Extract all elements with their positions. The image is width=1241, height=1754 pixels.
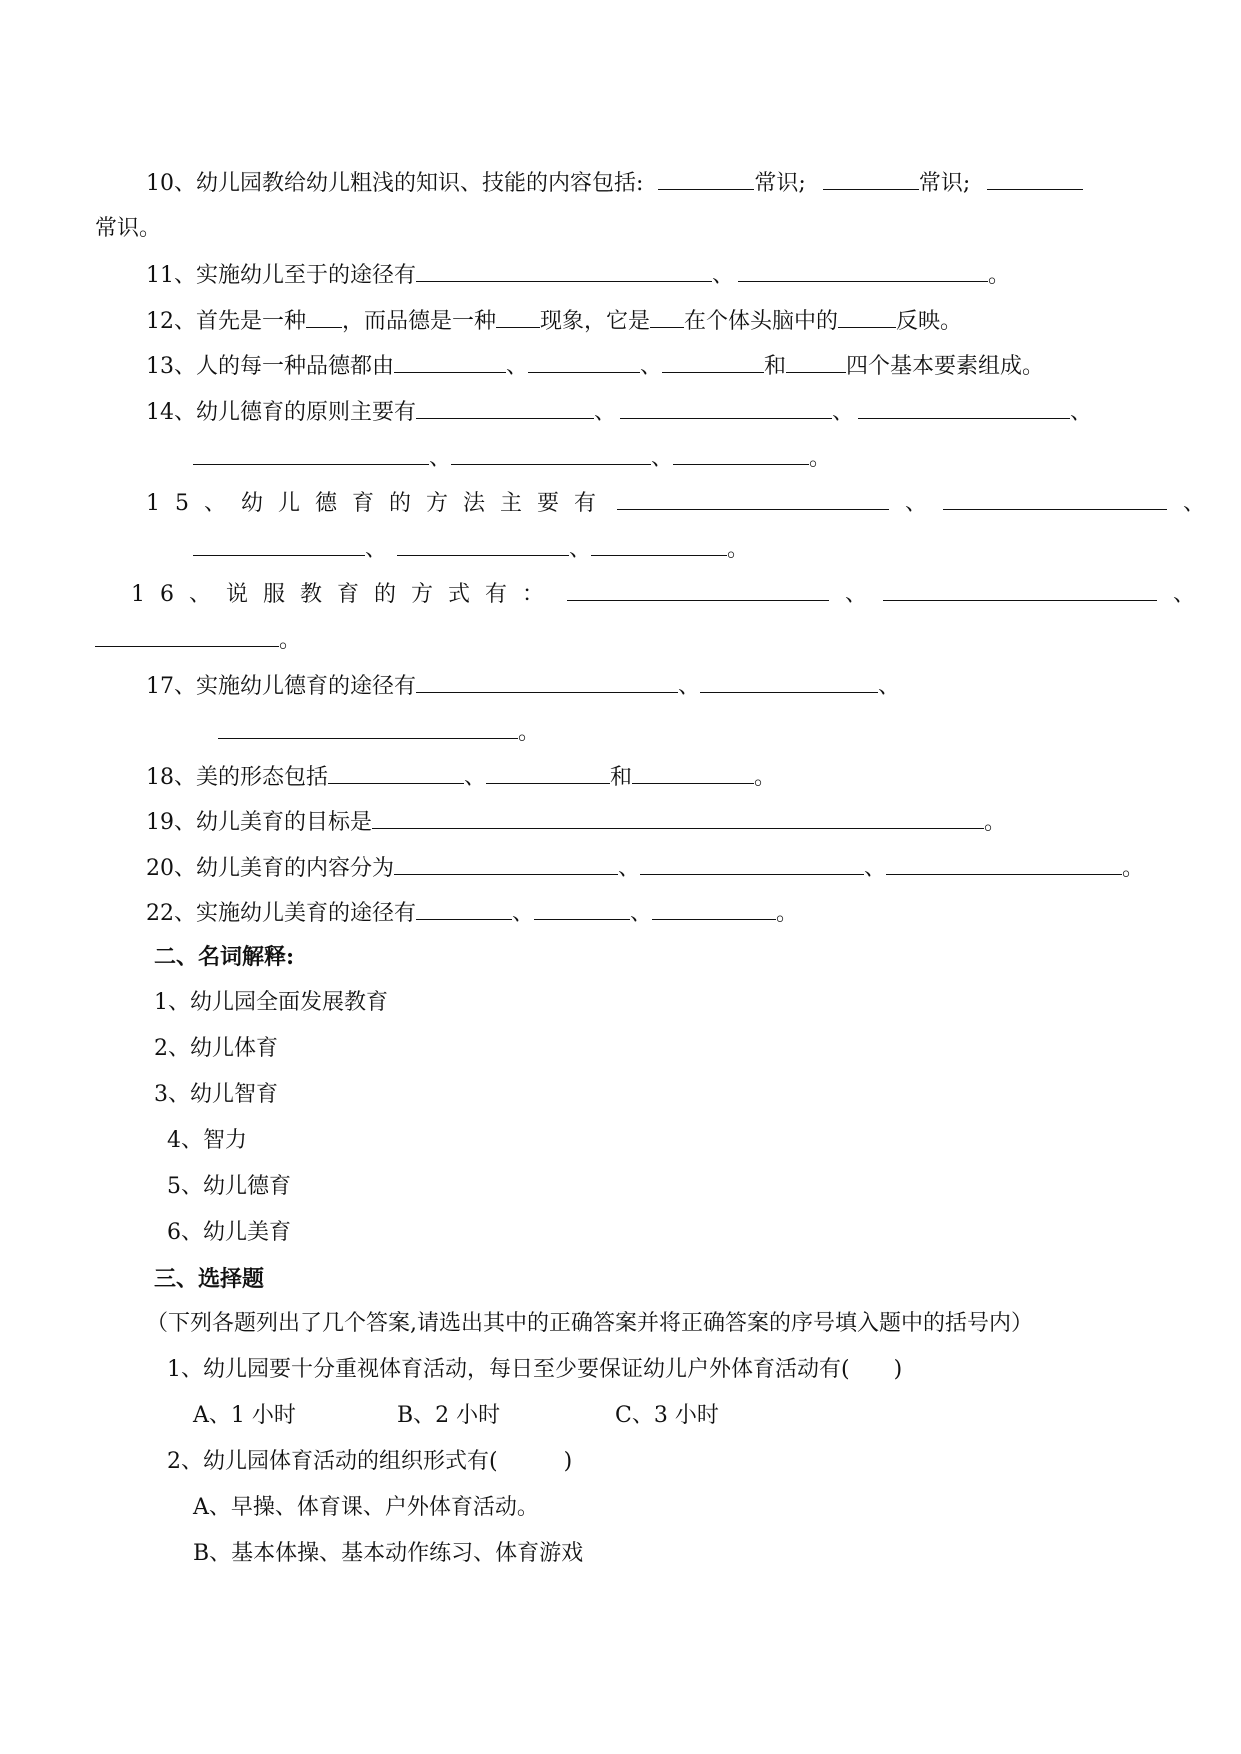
question-14-cont	[193, 442, 831, 472]
answer-blank[interactable]	[416, 670, 678, 693]
answer-blank[interactable]	[451, 442, 651, 465]
question-12	[146, 305, 962, 335]
question-19	[146, 806, 1006, 836]
question-14-text: 、	[429, 446, 452, 471]
question-16-text: 16、说服教育的方式有：	[131, 582, 559, 607]
answer-blank[interactable]	[823, 167, 919, 190]
mc-question-1: 1、幼儿园要十分重视体育活动，每日至少要保证幼儿户外体育活动有( )	[167, 1357, 903, 1382]
answer-blank[interactable]	[416, 396, 594, 419]
answer-blank[interactable]	[650, 305, 684, 328]
question-18-text: 和	[610, 765, 633, 790]
answer-blank[interactable]	[886, 852, 1122, 875]
answer-blank[interactable]	[394, 852, 618, 875]
mc-option[interactable]: C、3 小时	[615, 1403, 719, 1428]
term-item: 2、幼儿体育	[154, 1036, 278, 1061]
question-16	[131, 578, 1195, 608]
question-17-cont	[218, 716, 540, 746]
answer-blank[interactable]	[617, 487, 889, 510]
question-11-text: 11、实施幼儿至于的途径有	[146, 263, 416, 288]
answer-blank[interactable]	[700, 670, 878, 693]
answer-blank[interactable]	[193, 442, 429, 465]
mc-option[interactable]: B、基本体操、基本动作练习、体育游戏	[193, 1541, 584, 1566]
answer-blank[interactable]	[632, 761, 754, 784]
mc-question-2: 2、幼儿园体育活动的组织形式有( )	[167, 1449, 573, 1474]
question-10	[146, 167, 1083, 197]
answer-blank[interactable]	[528, 350, 640, 373]
question-14-text: 。	[809, 446, 832, 471]
question-12-text: 反映。	[896, 309, 963, 334]
answer-blank[interactable]	[738, 259, 988, 282]
answer-blank[interactable]	[640, 852, 864, 875]
answer-blank[interactable]	[486, 761, 610, 784]
question-11-text: 、	[712, 263, 735, 288]
question-19-text: 。	[984, 810, 1007, 835]
answer-blank[interactable]	[838, 305, 896, 328]
section-3-instruction: （下列各题列出了几个答案,请选出其中的正确答案并将正确答案的序号填入题中的括号内）	[146, 1311, 1033, 1336]
question-13-text: 和	[764, 354, 787, 379]
question-17-text: 、	[678, 674, 701, 699]
answer-blank[interactable]	[786, 350, 846, 373]
question-22-text: 、	[630, 901, 653, 926]
answer-blank[interactable]	[372, 806, 984, 829]
answer-blank[interactable]	[397, 533, 569, 556]
question-19-text: 19、幼儿美育的目标是	[146, 810, 372, 835]
question-18-text: 18、美的形态包括	[146, 765, 328, 790]
question-20-text: 。	[1122, 856, 1145, 881]
question-12-text: 12、首先是一种	[146, 309, 306, 334]
mc-option[interactable]: A、早操、体育课、户外体育活动。	[193, 1495, 539, 1520]
question-18-text: 、	[464, 765, 487, 790]
question-22-text: 。	[776, 901, 799, 926]
answer-blank[interactable]	[218, 716, 518, 739]
question-14-text: 、	[832, 400, 855, 425]
question-20-text: 、	[864, 856, 887, 881]
question-22-text: 22、实施幼儿美育的途径有	[146, 901, 416, 926]
answer-blank[interactable]	[591, 533, 727, 556]
question-13	[146, 350, 1044, 380]
answer-blank[interactable]	[306, 305, 342, 328]
question-15-text: 、	[365, 537, 388, 562]
question-15-text: 15、幼儿德育的方法主要有	[146, 491, 611, 516]
question-15	[146, 487, 1205, 517]
answer-blank[interactable]	[567, 578, 829, 601]
question-12-text: 在个体头脑中的	[684, 309, 839, 334]
question-22-text: 、	[512, 901, 535, 926]
section-3-heading: 三、选择题	[154, 1266, 265, 1292]
term-item: 4、智力	[167, 1128, 247, 1153]
answer-blank[interactable]	[883, 578, 1157, 601]
mc-option[interactable]: B、2 小时	[397, 1403, 501, 1428]
answer-blank[interactable]	[673, 442, 809, 465]
question-20-text: 、	[618, 856, 641, 881]
answer-blank[interactable]	[652, 897, 776, 920]
section-2-heading: 二、名词解释:	[154, 944, 295, 970]
term-item: 6、幼儿美育	[167, 1220, 291, 1245]
answer-blank[interactable]	[534, 897, 630, 920]
question-13-text: 、	[506, 354, 529, 379]
question-12-text: ，而品德是一种	[342, 309, 497, 334]
term-item: 3、幼儿智育	[154, 1082, 278, 1107]
answer-blank[interactable]	[416, 897, 512, 920]
question-15-text: 、	[569, 537, 592, 562]
answer-blank[interactable]	[193, 533, 365, 556]
question-20-text: 20、幼儿美育的内容分为	[146, 856, 394, 881]
question-16-cont	[95, 624, 301, 654]
question-18	[146, 761, 776, 791]
answer-blank[interactable]	[987, 167, 1083, 190]
answer-blank[interactable]	[943, 487, 1167, 510]
question-13-text: 四个基本要素组成。	[846, 354, 1045, 379]
question-14-text: 、	[651, 446, 674, 471]
answer-blank[interactable]	[496, 305, 540, 328]
question-10-cont	[95, 214, 161, 244]
question-10-text: 常识;	[918, 171, 971, 196]
question-17-text: 、	[878, 674, 901, 699]
answer-blank[interactable]	[662, 350, 764, 373]
question-17	[146, 670, 900, 700]
question-16-text: 、	[845, 582, 868, 607]
question-15-text: 。	[727, 537, 750, 562]
question-11-text: 。	[988, 263, 1011, 288]
question-11	[146, 259, 1010, 289]
term-item: 5、幼儿德育	[167, 1174, 291, 1199]
question-14-text: 、	[594, 400, 617, 425]
answer-blank[interactable]	[328, 761, 464, 784]
question-17-text: 17、实施幼儿德育的途径有	[146, 674, 416, 699]
question-12-text: 现象，它是	[540, 309, 651, 334]
question-20	[146, 852, 1144, 882]
question-14-text: 14、幼儿德育的原则主要有	[146, 400, 416, 425]
question-15-text: 、	[905, 491, 928, 516]
question-22	[146, 897, 798, 927]
answer-blank[interactable]	[858, 396, 1070, 419]
answer-blank[interactable]	[95, 624, 279, 647]
answer-blank[interactable]	[620, 396, 832, 419]
term-item: 1、幼儿园全面发展教育	[154, 990, 388, 1015]
mc-option[interactable]: A、1 小时	[193, 1403, 296, 1428]
answer-blank[interactable]	[658, 167, 754, 190]
question-14-text: 、	[1070, 400, 1093, 425]
question-18-text: 。	[754, 765, 777, 790]
question-14	[146, 396, 1092, 426]
question-13-text: 13、人的每一种品德都由	[146, 354, 394, 379]
answer-blank[interactable]	[394, 350, 506, 373]
question-16-text: 。	[279, 628, 302, 653]
question-10-text: 常识;	[754, 171, 806, 196]
question-16-text: 、	[1173, 582, 1196, 607]
question-13-text: 、	[640, 354, 663, 379]
question-17-text: 。	[518, 720, 541, 745]
question-15-text: 、	[1183, 491, 1206, 516]
question-15-cont	[193, 533, 749, 563]
question-10-text: 常识。	[95, 216, 162, 241]
question-10-text: 10、幼儿园教给幼儿粗浅的知识、技能的内容包括:	[146, 171, 644, 196]
answer-blank[interactable]	[416, 259, 712, 282]
